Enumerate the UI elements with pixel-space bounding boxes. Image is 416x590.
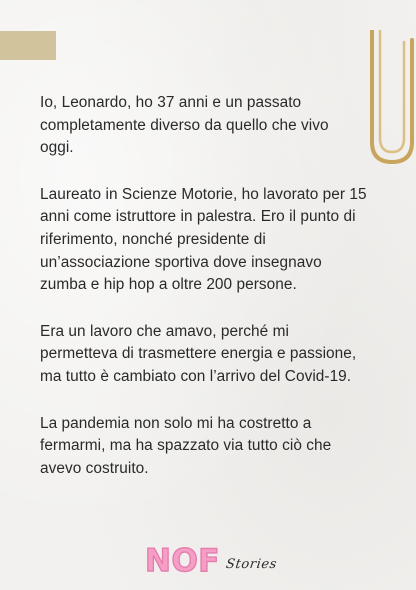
story-text [40, 92, 410, 504]
logo-script: Stories [224, 556, 278, 572]
masking-tape [0, 31, 56, 60]
paragraph-career: Laureato in Scienze Motorie, ho lavorato per 15 anni come istruttore in palestra. Ero il punto di riferimento, nonché presidente di un’associazione sportiva dove insegnavo zumba e hip hop a oltre 200 persone. [40, 185, 367, 294]
paragraph-pandemic: La pandemia non solo mi ha costretto a fermarmi, ma ha spazzato via tutto ciò che avevo costruito. [40, 414, 332, 477]
paragraph-intro: Io, Leonardo, ho 37 anni e un passato completamente diverso da quello che vivo oggi. [40, 94, 329, 157]
logo-mark: NOF [145, 543, 220, 579]
paragraph-passion: Era un lavoro che amavo, perché mi permetteva di trasmettere energia e passione, ma tutto è cambiato con l’arrivo del Covid-19. [40, 322, 357, 385]
nof-stories-logo [145, 543, 277, 579]
